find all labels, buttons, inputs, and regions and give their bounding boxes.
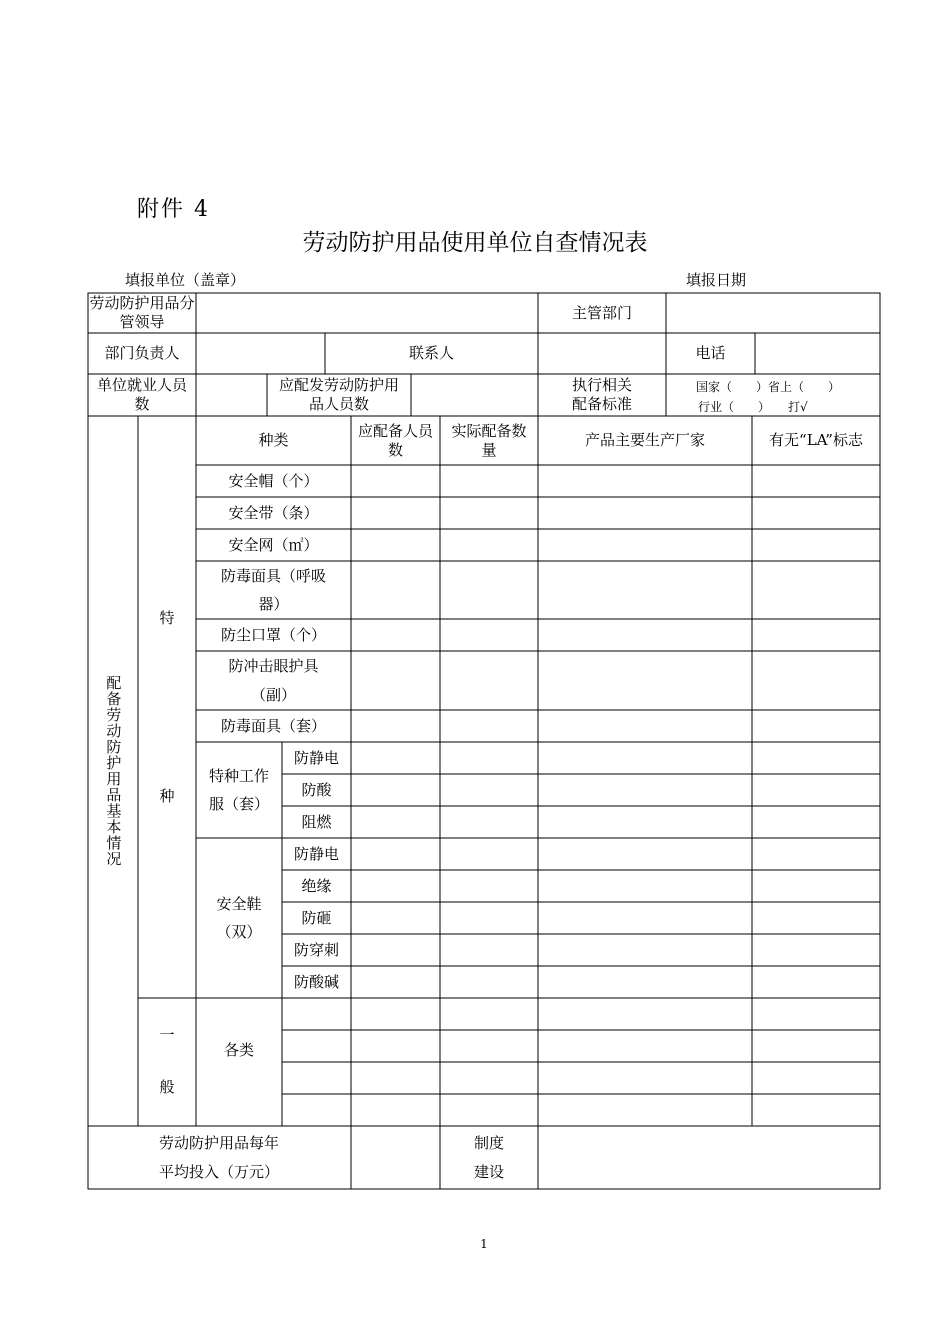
col-la-header: 有无“LA”标志 bbox=[769, 431, 863, 450]
std-national-options: 国家（ ）省上（ ） bbox=[696, 380, 841, 394]
item-safety-shoes: 安全鞋（双） bbox=[216, 894, 262, 941]
item-gas-mask-set: 防毒面具（套） bbox=[220, 716, 326, 735]
col-actual-header: 实际配备数 量 bbox=[451, 421, 542, 459]
shoes-insulated: 绝缘 bbox=[301, 876, 332, 895]
leader-label: 劳动防护用品分管领导 bbox=[89, 294, 195, 331]
dept-head-label: 部门负责人 bbox=[104, 344, 180, 363]
col-should-header: 应配备人员 数 bbox=[357, 421, 449, 459]
special-label-1: 特 bbox=[159, 608, 175, 627]
shoes-anti-puncture: 防穿刺 bbox=[293, 940, 339, 959]
workwear-flame-retardant: 阻燃 bbox=[301, 812, 332, 831]
item-gas-mask-respirator: 防毒面具（呼吸器） bbox=[220, 566, 326, 613]
phone-label: 电话 bbox=[695, 344, 726, 363]
workwear-acid-proof: 防酸 bbox=[301, 780, 332, 799]
item-impact-goggles: 防冲击眼护具（副） bbox=[228, 657, 319, 704]
page-number: 1 bbox=[480, 1237, 488, 1251]
contact-label: 联系人 bbox=[408, 344, 454, 363]
special-label-2: 种 bbox=[159, 786, 175, 805]
dept-label: 主管部门 bbox=[571, 303, 632, 322]
basic-info-side-label: 配备劳动防护用品基本情况 bbox=[104, 675, 123, 867]
item-helmet: 安全帽（个） bbox=[228, 471, 319, 490]
annual-investment-label: 劳动防护用品每年平均投入（万元） bbox=[158, 1134, 279, 1181]
col-type-header: 种类 bbox=[258, 431, 289, 450]
general-label-1: 一 bbox=[159, 1025, 175, 1044]
shoes-antistatic: 防静电 bbox=[293, 844, 339, 863]
shoes-acid-alkali-proof: 防酸碱 bbox=[293, 972, 339, 991]
fill-date-label: 填报日期 bbox=[686, 271, 747, 289]
system-construction-label: 制度建设 bbox=[473, 1134, 504, 1181]
item-safety-belt: 安全带（条） bbox=[228, 503, 319, 522]
should-issue-label: 应配发劳动防护用品人员数 bbox=[278, 376, 399, 413]
fill-unit-label: 填报单位（盖章） bbox=[125, 271, 246, 289]
std-industry-options: 行业（ ） 打√ bbox=[698, 400, 808, 414]
item-special-workwear: 特种工作服（套） bbox=[208, 766, 269, 813]
item-general-all: 各类 bbox=[223, 1040, 254, 1059]
attachment-label: 附件 4 bbox=[137, 197, 210, 222]
standard-label: 执行相关配备标准 bbox=[571, 376, 632, 413]
col-maker-header: 产品主要生产厂家 bbox=[584, 431, 705, 450]
item-safety-net: 安全网（㎡） bbox=[228, 535, 319, 554]
workwear-antistatic: 防静电 bbox=[293, 748, 339, 767]
item-dust-mask: 防尘口罩（个） bbox=[220, 625, 326, 644]
employees-label: 单位就业人员数 bbox=[96, 376, 187, 413]
shoes-anti-smash: 防砸 bbox=[301, 908, 332, 927]
general-label-2: 般 bbox=[159, 1077, 175, 1096]
page-title: 劳动防护用品使用单位自查情况表 bbox=[302, 230, 648, 256]
